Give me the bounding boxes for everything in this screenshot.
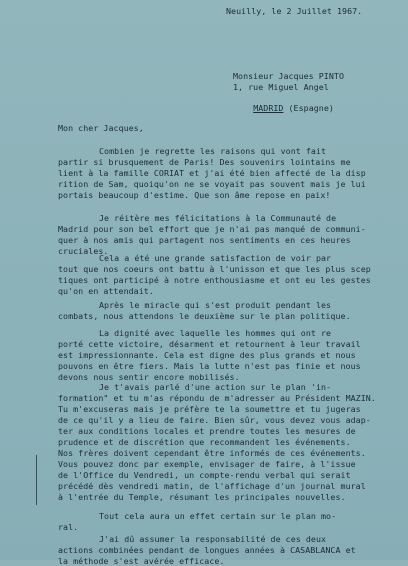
body-line: partir si brusquement de Paris! Des souvenirs lointains me: [58, 157, 351, 167]
recipient-city-line: [233, 93, 334, 123]
body-line: formation" et tu m'as répondu de m'adresser au Président MAZIN.: [58, 393, 376, 403]
body-line: la méthode s'est avérée efficace.: [58, 556, 225, 566]
body-line: La dignité avec laquelle les hommes qui ont re: [99, 328, 332, 338]
body-line: de ce qu'il y a lieu de faire. Bien sûr, vous devez vous adap-: [58, 415, 371, 425]
body-line: cruciales.: [58, 246, 109, 256]
body-line: quer à nos amis qui partagent nos sentiments en ces heures: [58, 235, 351, 245]
body-line: Je t'avais parlé d'une action sur le plan 'in-: [99, 382, 332, 392]
body-line: devons nous sentir encore mobilisés.: [58, 372, 240, 382]
body-line: à l'entrée du Temple, résumant les principales nouvelles.: [58, 492, 346, 502]
body-line: Cela a été une grande satisfaction de voir par: [99, 253, 332, 263]
body-line: ter aux conditions locales et prendre toutes les mesures de: [58, 426, 356, 436]
body-line: Combien je regrette les raisons qui vont fait: [99, 146, 327, 156]
body-line: précédé dès vendredi matin, de l'affichage d'un journal mural: [58, 481, 366, 491]
body-line: actions combinées pendant de longues années à CASABLANCA et: [58, 545, 356, 555]
body-line: Après le miracle qui s'est produit pendant les: [99, 300, 332, 310]
body-line: de l'Office du Vendredi, un compte-rendu verbal qui serait: [58, 470, 351, 480]
recipient-street: 1, rue Miguel Angel: [233, 82, 329, 92]
body-line: J'ai dû assumer la responsabilité de ces deux: [99, 534, 327, 544]
body-line: ral.: [58, 522, 79, 532]
salutation: Mon cher Jacques,: [58, 123, 144, 133]
margin-mark: [36, 455, 37, 505]
recipient-city: MADRID: [253, 103, 284, 113]
body-line: tiques ont participé à notre enthousiasme et ont eu les gestes: [58, 275, 371, 285]
body-line: Madrid pour son bel effort que je n'ai pas manqué de communi-: [58, 224, 366, 234]
body-line: tout que nos coeurs ont battu à l'unisson et que les plus scep: [58, 264, 371, 274]
body-line: Tout cela aura un effet certain sur le plan mo-: [99, 511, 337, 521]
letter-date: Neuilly, le 2 Juillet 1967.: [226, 6, 363, 16]
body-line: Tu m'excuseras mais je préfère te la soumettre et tu jugeras: [58, 404, 361, 414]
body-line: Nos frères doivent cependant être informés de ces événements.: [58, 448, 366, 458]
recipient-name: Monsieur Jacques PINTO: [233, 71, 344, 81]
body-line: rition de Sam, quoiqu'on ne se voyait pas souvent mais je lui: [58, 179, 366, 189]
body-line: qu'on en attendait.: [58, 286, 154, 296]
body-line: prudence et de discrétion que recommandent les événements.: [58, 437, 351, 447]
recipient-country: (Espagne): [288, 103, 334, 113]
body-line: portais beaucoup d'estime. Que son âme repose en paix!: [58, 190, 331, 200]
body-line: Je réitère mes félicitations à la Communauté de: [99, 213, 337, 223]
body-line: lient à la famille CORIAT et j'ai été bien affecté de la disp: [58, 168, 366, 178]
body-line: Vous pouvez donc par exemple, envisager de faire, à l'issue: [58, 459, 356, 469]
body-line: combats, nous attendons le deuxième sur le plan politique.: [58, 311, 351, 321]
body-line: porté cette victoire, désarment et retournent à leur travail: [58, 339, 361, 349]
body-line: pouvons en être fiers. Mais la lutte n'est pas finie et nous: [58, 361, 361, 371]
body-line: est impressionnante. Cela est digne des plus grands et nous: [58, 350, 356, 360]
